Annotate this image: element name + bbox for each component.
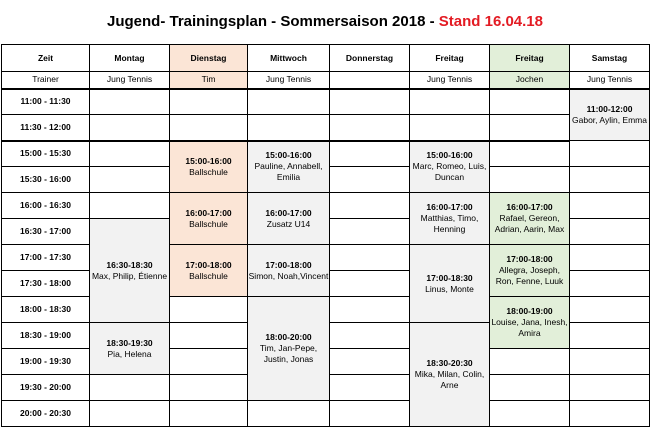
time-row (2, 141, 650, 167)
session-montag-2 (90, 323, 170, 375)
session-time: 17:00-18:00 (506, 254, 553, 264)
page-title (0, 0, 650, 44)
session-freitag-1 (410, 141, 490, 193)
session-dienstag-3 (170, 245, 248, 297)
session-time: 16:00-17:00 (265, 207, 312, 218)
time-label: 17:00 - 17:30 (2, 245, 90, 271)
session-names: Tim, Jan-Pepe, Justin, Jonas (259, 343, 318, 364)
empty-cell (170, 401, 248, 427)
empty-cell (570, 401, 650, 427)
session-time: 18:00-19:00 (506, 306, 553, 316)
session-names: Gabor, Aylin, Emma (572, 114, 647, 125)
time-label: 11:00 - 11:30 (2, 89, 90, 115)
session-time: 16:00-17:00 (426, 202, 473, 212)
session-freitag-4 (410, 323, 490, 427)
empty-cell (490, 141, 570, 167)
empty-cell (490, 89, 570, 115)
session-time: 17:00-18:30 (426, 272, 473, 283)
session-freitag-jochen-3 (490, 297, 570, 349)
session-freitag-2 (410, 193, 490, 245)
session-names: Zusatz U14 (266, 218, 311, 229)
session-time: 18:00-20:00 (265, 332, 312, 342)
session-dienstag-2 (170, 193, 248, 245)
empty-cell (170, 323, 248, 349)
empty-cell (570, 271, 650, 297)
time-label: 18:00 - 18:30 (2, 297, 90, 323)
empty-cell (248, 401, 330, 427)
empty-cell (90, 401, 170, 427)
empty-cell (570, 219, 650, 245)
session-time: 16:30-18:30 (106, 259, 153, 270)
time-label: 15:00 - 15:30 (2, 141, 90, 167)
empty-cell (330, 115, 410, 141)
header-day-donnerstag: Donnerstag (330, 45, 410, 72)
session-samstag-1 (570, 89, 650, 141)
session-freitag-3 (410, 245, 490, 323)
session-names: Louise, Jana, Inesh, Amira (491, 317, 568, 338)
schedule-table (1, 44, 650, 427)
trainer-freitag: Jung Tennis (410, 72, 490, 89)
trainer-donnerstag (330, 72, 410, 89)
empty-cell (330, 245, 410, 271)
session-mittwoch-1 (248, 141, 330, 193)
time-row (2, 115, 650, 141)
session-names: Pia, Helena (107, 348, 152, 359)
empty-cell (410, 89, 490, 115)
time-label: 20:00 - 20:30 (2, 401, 90, 427)
empty-cell (90, 89, 170, 115)
empty-cell (330, 375, 410, 401)
session-time: 16:00-17:00 (185, 207, 232, 218)
title-main: Jugend- Trainingsplan - Sommersaison 2018 - (107, 13, 439, 30)
time-label: 11:30 - 12:00 (2, 115, 90, 141)
session-time: 16:00-17:00 (506, 202, 553, 212)
session-mittwoch-2 (248, 193, 330, 245)
time-label: 16:00 - 16:30 (2, 193, 90, 219)
header-day-freitag-jochen: Freitag (490, 45, 570, 72)
trainer-mittwoch: Jung Tennis (248, 72, 330, 89)
session-dienstag-1 (170, 141, 248, 193)
time-row (2, 193, 650, 219)
empty-cell (330, 167, 410, 193)
empty-cell (170, 89, 248, 115)
session-time: 17:00-18:00 (265, 259, 312, 270)
session-names: Ballschule (189, 218, 228, 229)
session-mittwoch-4 (248, 297, 330, 401)
empty-cell (570, 167, 650, 193)
empty-cell (490, 349, 570, 375)
empty-cell (330, 297, 410, 323)
empty-cell (170, 297, 248, 323)
empty-cell (490, 167, 570, 193)
session-names: Ballschule (189, 166, 228, 177)
empty-cell (90, 375, 170, 401)
session-time: 18:30-19:30 (106, 337, 153, 348)
trainer-label: Trainer (2, 72, 90, 89)
session-time: 18:30-20:30 (426, 358, 473, 368)
time-label: 16:30 - 17:00 (2, 219, 90, 245)
empty-cell (330, 401, 410, 427)
empty-cell (248, 89, 330, 115)
empty-cell (330, 271, 410, 297)
empty-cell (330, 349, 410, 375)
empty-cell (170, 349, 248, 375)
session-montag-1 (90, 219, 170, 323)
session-names: Linus, Monte (425, 283, 474, 294)
header-day-samstag: Samstag (570, 45, 650, 72)
header-day-freitag: Freitag (410, 45, 490, 72)
session-names: Mika, Milan, Colin, Arne (414, 369, 485, 390)
empty-cell (90, 167, 170, 193)
time-label: 18:30 - 19:00 (2, 323, 90, 349)
session-names: Matthias, Timo, Henning (420, 213, 479, 234)
session-names: Max, Philip, Étienne (91, 270, 168, 281)
session-time: 17:00-18:00 (185, 259, 232, 270)
session-names: Pauline, Annabell, Emilia (254, 161, 323, 183)
empty-cell (570, 141, 650, 167)
empty-cell (170, 115, 248, 141)
session-time: 15:00-16:00 (185, 155, 232, 166)
empty-cell (570, 375, 650, 401)
time-label: 17:30 - 18:00 (2, 271, 90, 297)
time-label: 19:00 - 19:30 (2, 349, 90, 375)
session-time: 15:00-16:00 (426, 150, 473, 161)
empty-cell (330, 193, 410, 219)
empty-cell (570, 323, 650, 349)
header-day-dienstag: Dienstag (170, 45, 248, 72)
title-stand-date: Stand 16.04.18 (438, 13, 543, 30)
trainer-montag: Jung Tennis (90, 72, 170, 89)
time-label: 19:30 - 20:00 (2, 375, 90, 401)
trainer-dienstag: Tim (170, 72, 248, 89)
session-freitag-jochen-1 (490, 193, 570, 245)
empty-cell (490, 401, 570, 427)
session-time: 11:00-12:00 (586, 103, 633, 114)
session-names: Ballschule (189, 270, 228, 281)
empty-cell (330, 89, 410, 115)
session-names: Simon, Noah,Vincent (248, 270, 329, 281)
empty-cell (90, 115, 170, 141)
session-mittwoch-3 (248, 245, 330, 297)
empty-cell (570, 245, 650, 271)
session-names: Allegra, Joseph, Ron, Fenne, Luuk (495, 265, 564, 286)
empty-cell (570, 349, 650, 375)
empty-cell (330, 141, 410, 167)
empty-cell (490, 115, 570, 141)
header-day-montag: Montag (90, 45, 170, 72)
empty-cell (570, 297, 650, 323)
empty-cell (90, 193, 170, 219)
empty-cell (490, 375, 570, 401)
session-names: Marc, Romeo, Luis, Duncan (412, 161, 487, 183)
trainer-row (2, 72, 650, 89)
session-time: 15:00-16:00 (265, 150, 312, 161)
header-zeit: Zeit (2, 45, 90, 72)
time-label: 15:30 - 16:00 (2, 167, 90, 193)
day-header-row (2, 45, 650, 72)
session-names: Rafael, Gereon, Adrian, Aarin, Max (494, 213, 565, 234)
empty-cell (410, 115, 490, 141)
time-row (2, 89, 650, 115)
time-row (2, 401, 650, 427)
header-day-mittwoch: Mittwoch (248, 45, 330, 72)
empty-cell (170, 375, 248, 401)
trainer-freitag-jochen: Jochen (490, 72, 570, 89)
trainer-samstag: Jung Tennis (570, 72, 650, 89)
empty-cell (90, 141, 170, 167)
empty-cell (570, 193, 650, 219)
empty-cell (330, 219, 410, 245)
session-freitag-jochen-2 (490, 245, 570, 297)
empty-cell (248, 115, 330, 141)
empty-cell (330, 323, 410, 349)
